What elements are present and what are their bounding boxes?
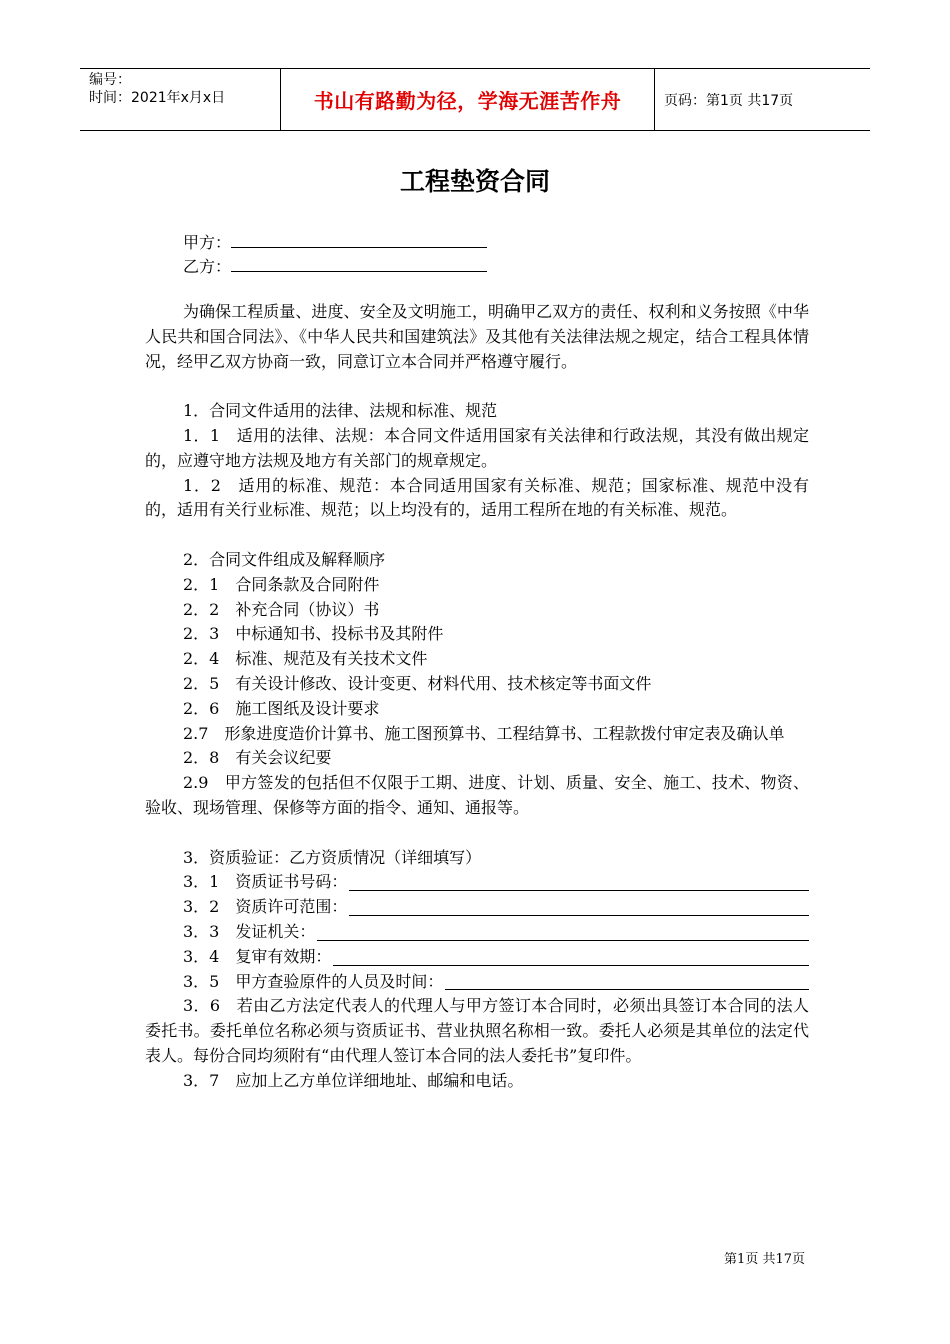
clause-2-9: 2.9 甲方签发的包括但不仅限于工期、进度、计划、质量、安全、施工、技术、物资、验收、现场管理、保修等方面的指令、通知、通报等。 — [145, 773, 809, 817]
clause-3-3 — [145, 920, 809, 945]
contract-body — [145, 300, 809, 1094]
party-a-blank — [231, 230, 487, 248]
issuing-authority-blank — [317, 922, 809, 941]
clause-2-3: 2．3 中标通知书、投标书及其附件 — [183, 624, 444, 644]
clause-3-7: 3．7 应加上乙方单位详细地址、邮编和电话。 — [183, 1070, 524, 1090]
license-scope-blank — [349, 897, 809, 916]
clause-2-1: 2．1 合同条款及合同附件 — [183, 574, 380, 594]
clause-3-3-label: 3．3 发证机关： — [183, 921, 316, 941]
certificate-number-blank — [349, 872, 809, 891]
review-validity-blank — [333, 947, 809, 966]
party-a-label: 甲方： — [183, 233, 232, 252]
clause-3-5 — [145, 970, 809, 995]
clause-2-2: 2．2 补充合同（协议）书 — [183, 599, 380, 619]
party-b-blank — [231, 254, 487, 272]
clause-3-4-label: 3．4 复审有效期： — [183, 946, 332, 966]
clause-2-7: 2.7 形象进度造价计算书、施工图预算书、工程结算书、工程款拨付审定表及确认单 — [183, 723, 785, 743]
clause-3-1 — [145, 870, 809, 895]
inspector-time-blank — [445, 971, 809, 990]
section-3-heading: 3．资质验证：乙方资质情况（详细填写） — [183, 847, 482, 867]
clause-2-4: 2．4 标准、规范及有关技术文件 — [183, 649, 428, 669]
intro-paragraph: 为确保工程质量、进度、安全及文明施工，明确甲乙双方的责任、权利和义务按照《中华人民共和国合同法》、《中华人民共和国建筑法》及其他有关法律法规之规定，结合工程具体情况，经甲乙双方协商一致，同意订立本合同并严格遵守履行。 — [145, 302, 809, 371]
number-label: 编号： — [89, 72, 131, 88]
clause-3-4 — [145, 945, 809, 970]
clause-2-6: 2．6 施工图纸及设计要求 — [183, 698, 380, 718]
time-label: 时间：2021年x月x日 — [89, 90, 226, 106]
clause-1-2: 1．2 适用的标准、规范：本合同适用国家有关标准、规范；国家标准、规范中没有的，适用有关行业标准、规范；以上均没有的，适用工程所在地的有关标准、规范。 — [145, 475, 809, 520]
party-b-label: 乙方： — [183, 257, 232, 276]
party-b-line — [183, 254, 487, 279]
clause-3-2 — [145, 895, 809, 920]
header-page-label: 页码：第1页 共17页 — [664, 92, 794, 109]
clause-2-5: 2．5 有关设计修改、设计变更、材料代用、技术核定等书面文件 — [183, 673, 652, 693]
page-footer: 第1页 共17页 — [724, 1252, 805, 1267]
party-a-line — [183, 230, 487, 255]
header-table — [80, 68, 870, 131]
clause-3-5-label: 3．5 甲方查验原件的人员及时间： — [183, 971, 444, 991]
document-title: 工程垫资合同 — [399, 167, 550, 196]
clause-2-8: 2．8 有关会议纪要 — [183, 748, 332, 768]
section-2-heading: 2．合同文件组成及解释顺序 — [183, 549, 386, 569]
section-1-heading: 1．合同文件适用的法律、法规和标准、规范 — [183, 401, 498, 421]
clause-3-6: 3．6 若由乙方法定代表人的代理人与甲方签订本合同时，必须出具签订本合同的法人委托书。委托单位名称必须与资质证书、营业执照名称相一致。委托人必须是其单位的法定代表人。每份合同均须附有“由代理人签订本合同的法人委托书”复印件。 — [145, 996, 809, 1065]
clause-1-1: 1．1 适用的法律、法规：本合同文件适用国家有关法律和行政法规，其没有做出规定的，应遵守地方法规及地方有关部门的规章规定。 — [145, 425, 809, 470]
header-motto: 书山有路勤为径，学海无涯苦作舟 — [281, 69, 655, 130]
clause-3-1-label: 3．1 资质证书号码： — [183, 872, 348, 892]
clause-3-2-label: 3．2 资质许可范围： — [183, 897, 348, 917]
header-info-cell — [80, 69, 281, 130]
